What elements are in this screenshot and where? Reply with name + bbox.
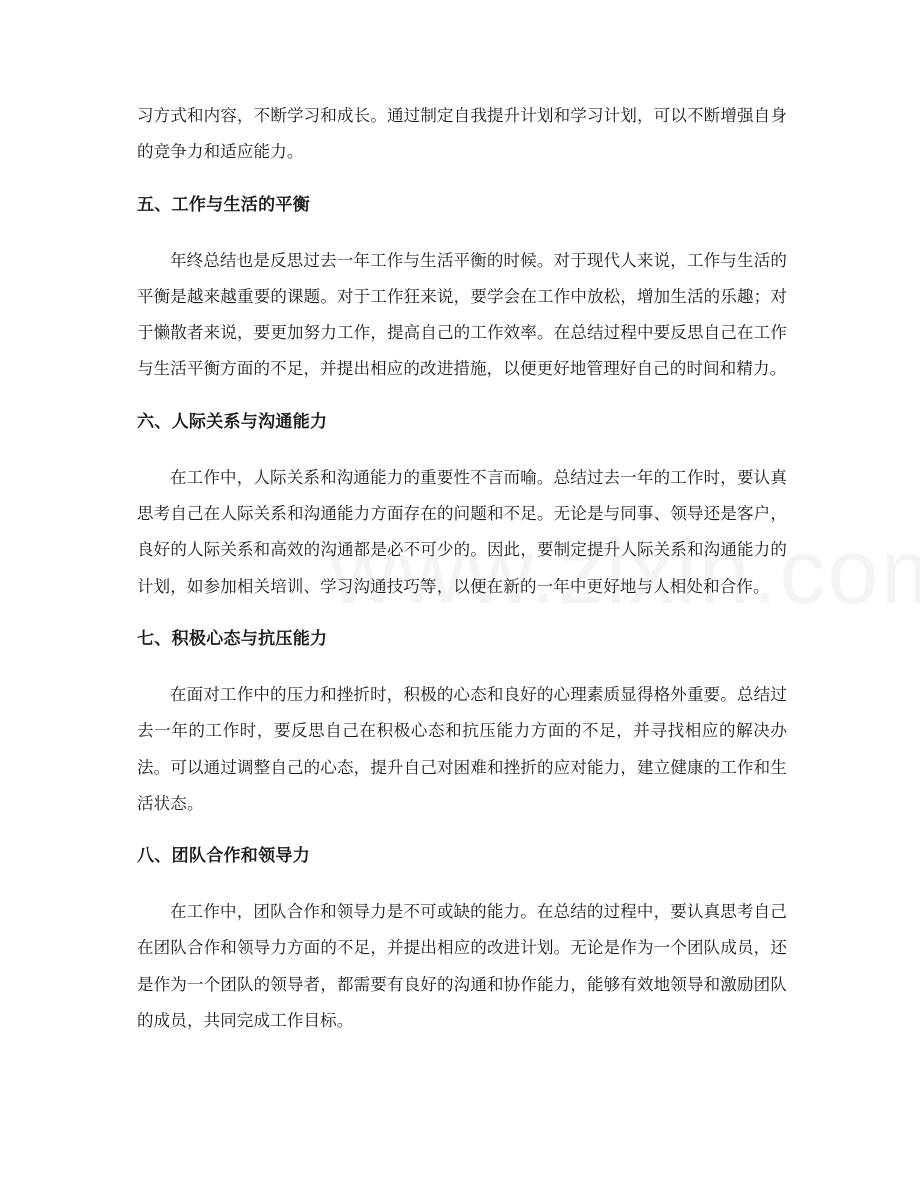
paragraph-section-8: 在工作中，团队合作和领导力是不可或缺的能力。在总结的过程中，要认真思考自己在团队合作和领导力方面的不足，并提出相应的改进计划。无论是作为一个团队成员，还是作为一个团队的领导者，都需要有良好的沟通和协作能力，能够有效地领导和激励团队的成员，共同完成工作目标。 [137,902,787,1031]
heading-section-8: 八、团队合作和领导力 [137,846,310,867]
document-body [137,98,787,1039]
paragraph-section-6: 在工作中，人际关系和沟通能力的重要性不言而喻。总结过去一年的工作时，要认真思考自己在人际关系和沟通能力方面存在的问题和不足。无论是与同事、领导还是客户，良好的人际关系和高效的沟通都是必不可少的。因此，要制定提升人际关系和沟通能力的计划，如参加相关培训、学习沟通技巧等，以便在新的一年中更好地与人相处和合作。 [137,467,787,596]
paragraph-section-7: 在面对工作中的压力和挫折时，积极的心态和良好的心理素质显得格外重要。总结过去一年的工作时，要反思自己在积极心态和抗压能力方面的不足，并寻找相应的解决办法。可以通过调整自己的心态，提升自己对困难和挫折的应对能力，建立健康的工作和生活状态。 [137,684,787,813]
paragraph-intro: 习方式和内容，不断学习和成长。通过制定自我提升计划和学习计划，可以不断增强自身的竞争力和适应能力。 [137,106,787,162]
heading-section-7: 七、积极心态与抗压能力 [137,628,328,649]
paragraph-section-5: 年终总结也是反思过去一年工作与生活平衡的时候。对于现代人来说，工作与生活的平衡是越来越重要的课题。对于工作狂来说，要学会在工作中放松，增加生活的乐趣；对于懒散者来说，要更加努力工作，提高自己的工作效率。在总结过程中要反思自己在工作与生活平衡方面的不足，并提出相应的改进措施，以便更好地管理好自己的时间和精力。 [137,250,787,379]
heading-section-6: 六、人际关系与沟通能力 [137,411,328,432]
heading-section-5: 五、工作与生活的平衡 [137,194,310,215]
